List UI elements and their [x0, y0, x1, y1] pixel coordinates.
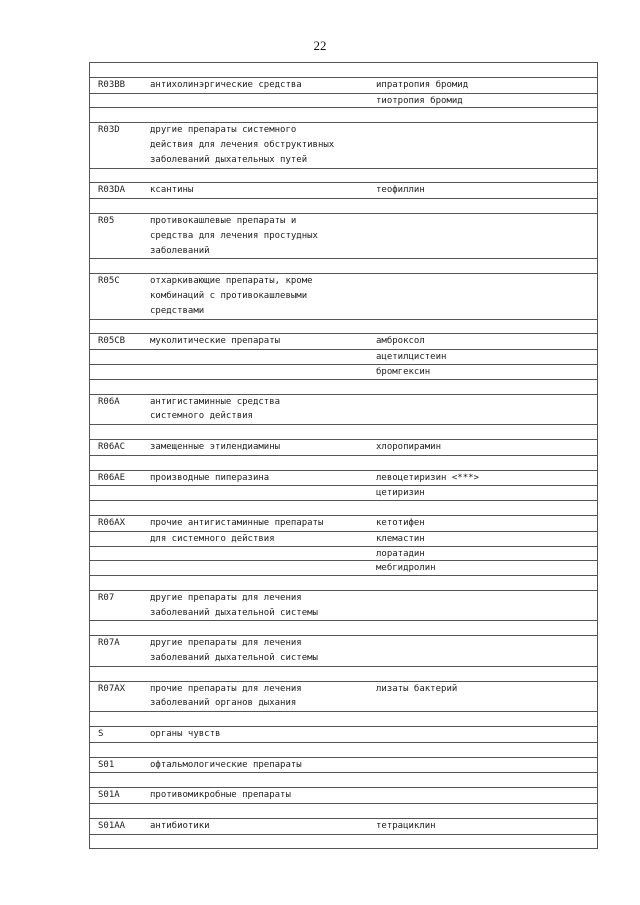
drug-name: тетрациклин: [376, 820, 436, 831]
table-spacer-row: [90, 456, 597, 471]
group-name: отхаркивающие препараты, кроме: [150, 276, 313, 287]
drug-name: ипратропия бромид: [376, 79, 469, 90]
atc-code: R07A: [98, 638, 120, 649]
table-row: [90, 819, 597, 835]
row-line: [90, 123, 597, 138]
atc-code: [90, 547, 142, 561]
drug-name: [368, 229, 597, 244]
group-name: [142, 365, 368, 379]
drug-name: [368, 214, 597, 229]
drug-name: [368, 591, 597, 606]
drug-name: клемастин: [376, 533, 425, 544]
atc-code: [90, 153, 142, 168]
table-spacer-row: [90, 501, 597, 516]
table-spacer-row: [90, 380, 597, 395]
row-line: [90, 516, 597, 531]
group-name: другие препараты системного: [150, 125, 297, 136]
row-line: [90, 229, 597, 244]
atc-code: R06AE: [98, 472, 126, 483]
drug-name: [368, 395, 597, 410]
table-spacer-row: [90, 199, 597, 214]
group-name: средствами: [150, 305, 205, 316]
table-row: [90, 78, 597, 94]
group-name: [142, 94, 368, 108]
drug-name: [368, 788, 597, 803]
atc-code: [90, 651, 142, 666]
row-line: [90, 471, 597, 486]
drug-name: [368, 274, 597, 289]
atc-code: [90, 532, 142, 546]
row-line: [90, 636, 597, 651]
group-name: заболеваний органов дыхания: [150, 698, 297, 709]
drug-name: [368, 138, 597, 153]
row-line: [90, 274, 597, 289]
group-name: муколитические препараты: [150, 336, 281, 347]
atc-code: S01AA: [98, 820, 126, 831]
drug-name: [368, 636, 597, 651]
group-name: заболеваний дыхательных путей: [150, 154, 308, 165]
atc-code: [90, 409, 142, 424]
atc-code: [90, 138, 142, 153]
table-spacer-row: [90, 169, 597, 184]
atc-code: R07AX: [98, 683, 126, 694]
drug-name: хлоропирамин: [376, 441, 442, 452]
atc-code: R03BB: [98, 79, 126, 90]
group-name: [142, 547, 368, 561]
table-row: [90, 682, 597, 713]
group-name: замещенные этилендиамины: [150, 441, 281, 452]
table-spacer-row: [90, 576, 597, 591]
group-name: [142, 486, 368, 500]
drug-name: ацетилцистеин: [376, 352, 447, 363]
atc-code: R07: [98, 592, 115, 603]
table-row: [90, 350, 597, 365]
row-line: [90, 788, 597, 803]
row-line: [90, 696, 597, 711]
table-spacer-row: [90, 667, 597, 682]
row-line: [90, 819, 597, 834]
table-row: [90, 214, 597, 259]
group-name: ксантины: [150, 185, 194, 196]
table-spacer-row: [90, 259, 597, 274]
atc-code: R05C: [98, 276, 120, 287]
drug-name: цетиризин: [376, 488, 425, 499]
table-row: [90, 561, 597, 576]
group-name: комбинаций с противокашлевыми: [150, 290, 308, 301]
drug-name: [368, 606, 597, 621]
row-line: [90, 138, 597, 153]
group-name: для системного действия: [150, 533, 275, 544]
group-name: средства для лечения простудных: [150, 230, 318, 241]
group-name: заболеваний дыхательной системы: [150, 607, 318, 618]
drug-name: лоратадин: [376, 548, 425, 559]
row-line: [90, 591, 597, 606]
table-row: [90, 591, 597, 622]
drug-name: [368, 289, 597, 304]
table-row: [90, 334, 597, 350]
table-row: [90, 440, 597, 456]
group-name: антихолинэргические средства: [150, 79, 302, 90]
table-row: [90, 365, 597, 380]
table-spacer-row: [90, 804, 597, 819]
drug-name: теофиллин: [376, 185, 425, 196]
table-spacer-row: [90, 773, 597, 788]
table-spacer-row: [90, 835, 597, 850]
drug-name: [368, 727, 597, 742]
table-row: [90, 486, 597, 501]
drug-name: левоцетиризин <***>: [376, 472, 479, 483]
drug-name: [368, 409, 597, 424]
group-name: другие препараты для лечения: [150, 638, 302, 649]
group-name: системного действия: [150, 411, 253, 422]
atc-code: [90, 696, 142, 711]
table-row: [90, 471, 597, 487]
table-spacer-row: [90, 320, 597, 335]
table-row: [90, 516, 597, 532]
group-name: противокашлевые препараты и: [150, 215, 297, 226]
table-row: [90, 395, 597, 426]
drug-name: лизаты бактерий: [376, 683, 458, 694]
atc-code: [90, 94, 142, 108]
drug-name: [368, 651, 597, 666]
row-line: [90, 214, 597, 229]
drug-classification-table: [89, 62, 598, 849]
drug-name: [368, 758, 597, 773]
table-row: [90, 788, 597, 804]
row-line: [90, 304, 597, 319]
atc-code: [90, 244, 142, 259]
atc-code: [90, 561, 142, 575]
atc-code: R05CB: [98, 336, 126, 347]
table-row: [90, 727, 597, 743]
row-line: [90, 727, 597, 742]
table-row: [90, 636, 597, 667]
atc-code: R06A: [98, 396, 120, 407]
atc-code: [90, 606, 142, 621]
group-name: [142, 350, 368, 364]
drug-name: бромгексин: [376, 366, 431, 377]
table-spacer-row: [90, 63, 597, 78]
atc-code: S01A: [98, 790, 120, 801]
atc-code: S: [98, 729, 104, 740]
group-name: [142, 561, 368, 575]
atc-code: [90, 486, 142, 500]
atc-code: [90, 289, 142, 304]
atc-code: R06AX: [98, 517, 126, 528]
table-row: [90, 123, 597, 168]
atc-code: R05: [98, 215, 115, 226]
row-line: [90, 409, 597, 424]
row-line: [90, 606, 597, 621]
table-spacer-row: [90, 712, 597, 727]
drug-name: кетотифен: [376, 517, 425, 528]
row-line: [90, 78, 597, 93]
drug-name: [368, 123, 597, 138]
drug-name: [368, 153, 597, 168]
group-name: антибиотики: [150, 820, 210, 831]
drug-name: [368, 696, 597, 711]
atc-code: [90, 350, 142, 364]
row-line: [90, 334, 597, 349]
table-row: [90, 94, 597, 109]
atc-code: S01: [98, 759, 115, 770]
atc-code: [90, 365, 142, 379]
atc-code: R03D: [98, 125, 120, 136]
table-row: [90, 532, 597, 547]
table-spacer-row: [90, 108, 597, 123]
table-row: [90, 274, 597, 319]
group-name: прочие антигистаминные препараты: [150, 517, 324, 528]
drug-name: [368, 304, 597, 319]
group-name: заболеваний: [150, 245, 210, 256]
drug-name: мебгидролин: [376, 563, 436, 574]
drug-name: амброксол: [376, 336, 425, 347]
group-name: прочие препараты для лечения: [150, 683, 302, 694]
atc-code: R03DA: [98, 185, 126, 196]
table-spacer-row: [90, 743, 597, 758]
group-name: офтальмологические препараты: [150, 759, 302, 770]
table-row: [90, 183, 597, 199]
group-name: антигистаминные средства: [150, 396, 281, 407]
row-line: [90, 758, 597, 773]
group-name: производные пиперазина: [150, 472, 270, 483]
drug-name: тиотропия бромид: [376, 95, 463, 106]
drug-name: [368, 244, 597, 259]
row-line: [90, 651, 597, 666]
row-line: [90, 183, 597, 198]
atc-code: [90, 229, 142, 244]
row-line: [90, 153, 597, 168]
row-line: [90, 395, 597, 410]
row-line: [90, 440, 597, 455]
group-name: заболеваний дыхательной системы: [150, 653, 318, 664]
table-row: [90, 758, 597, 774]
row-line: [90, 682, 597, 697]
group-name: действия для лечения обструктивных: [150, 139, 335, 150]
table-spacer-row: [90, 621, 597, 636]
table-spacer-row: [90, 425, 597, 440]
atc-code: R06AC: [98, 441, 126, 452]
row-line: [90, 289, 597, 304]
table-row: [90, 547, 597, 562]
atc-code: [90, 304, 142, 319]
row-line: [90, 244, 597, 259]
group-name: противомикробные препараты: [150, 790, 291, 801]
page-number: 22: [313, 38, 327, 53]
group-name: органы чувств: [150, 729, 221, 740]
group-name: другие препараты для лечения: [150, 592, 302, 603]
